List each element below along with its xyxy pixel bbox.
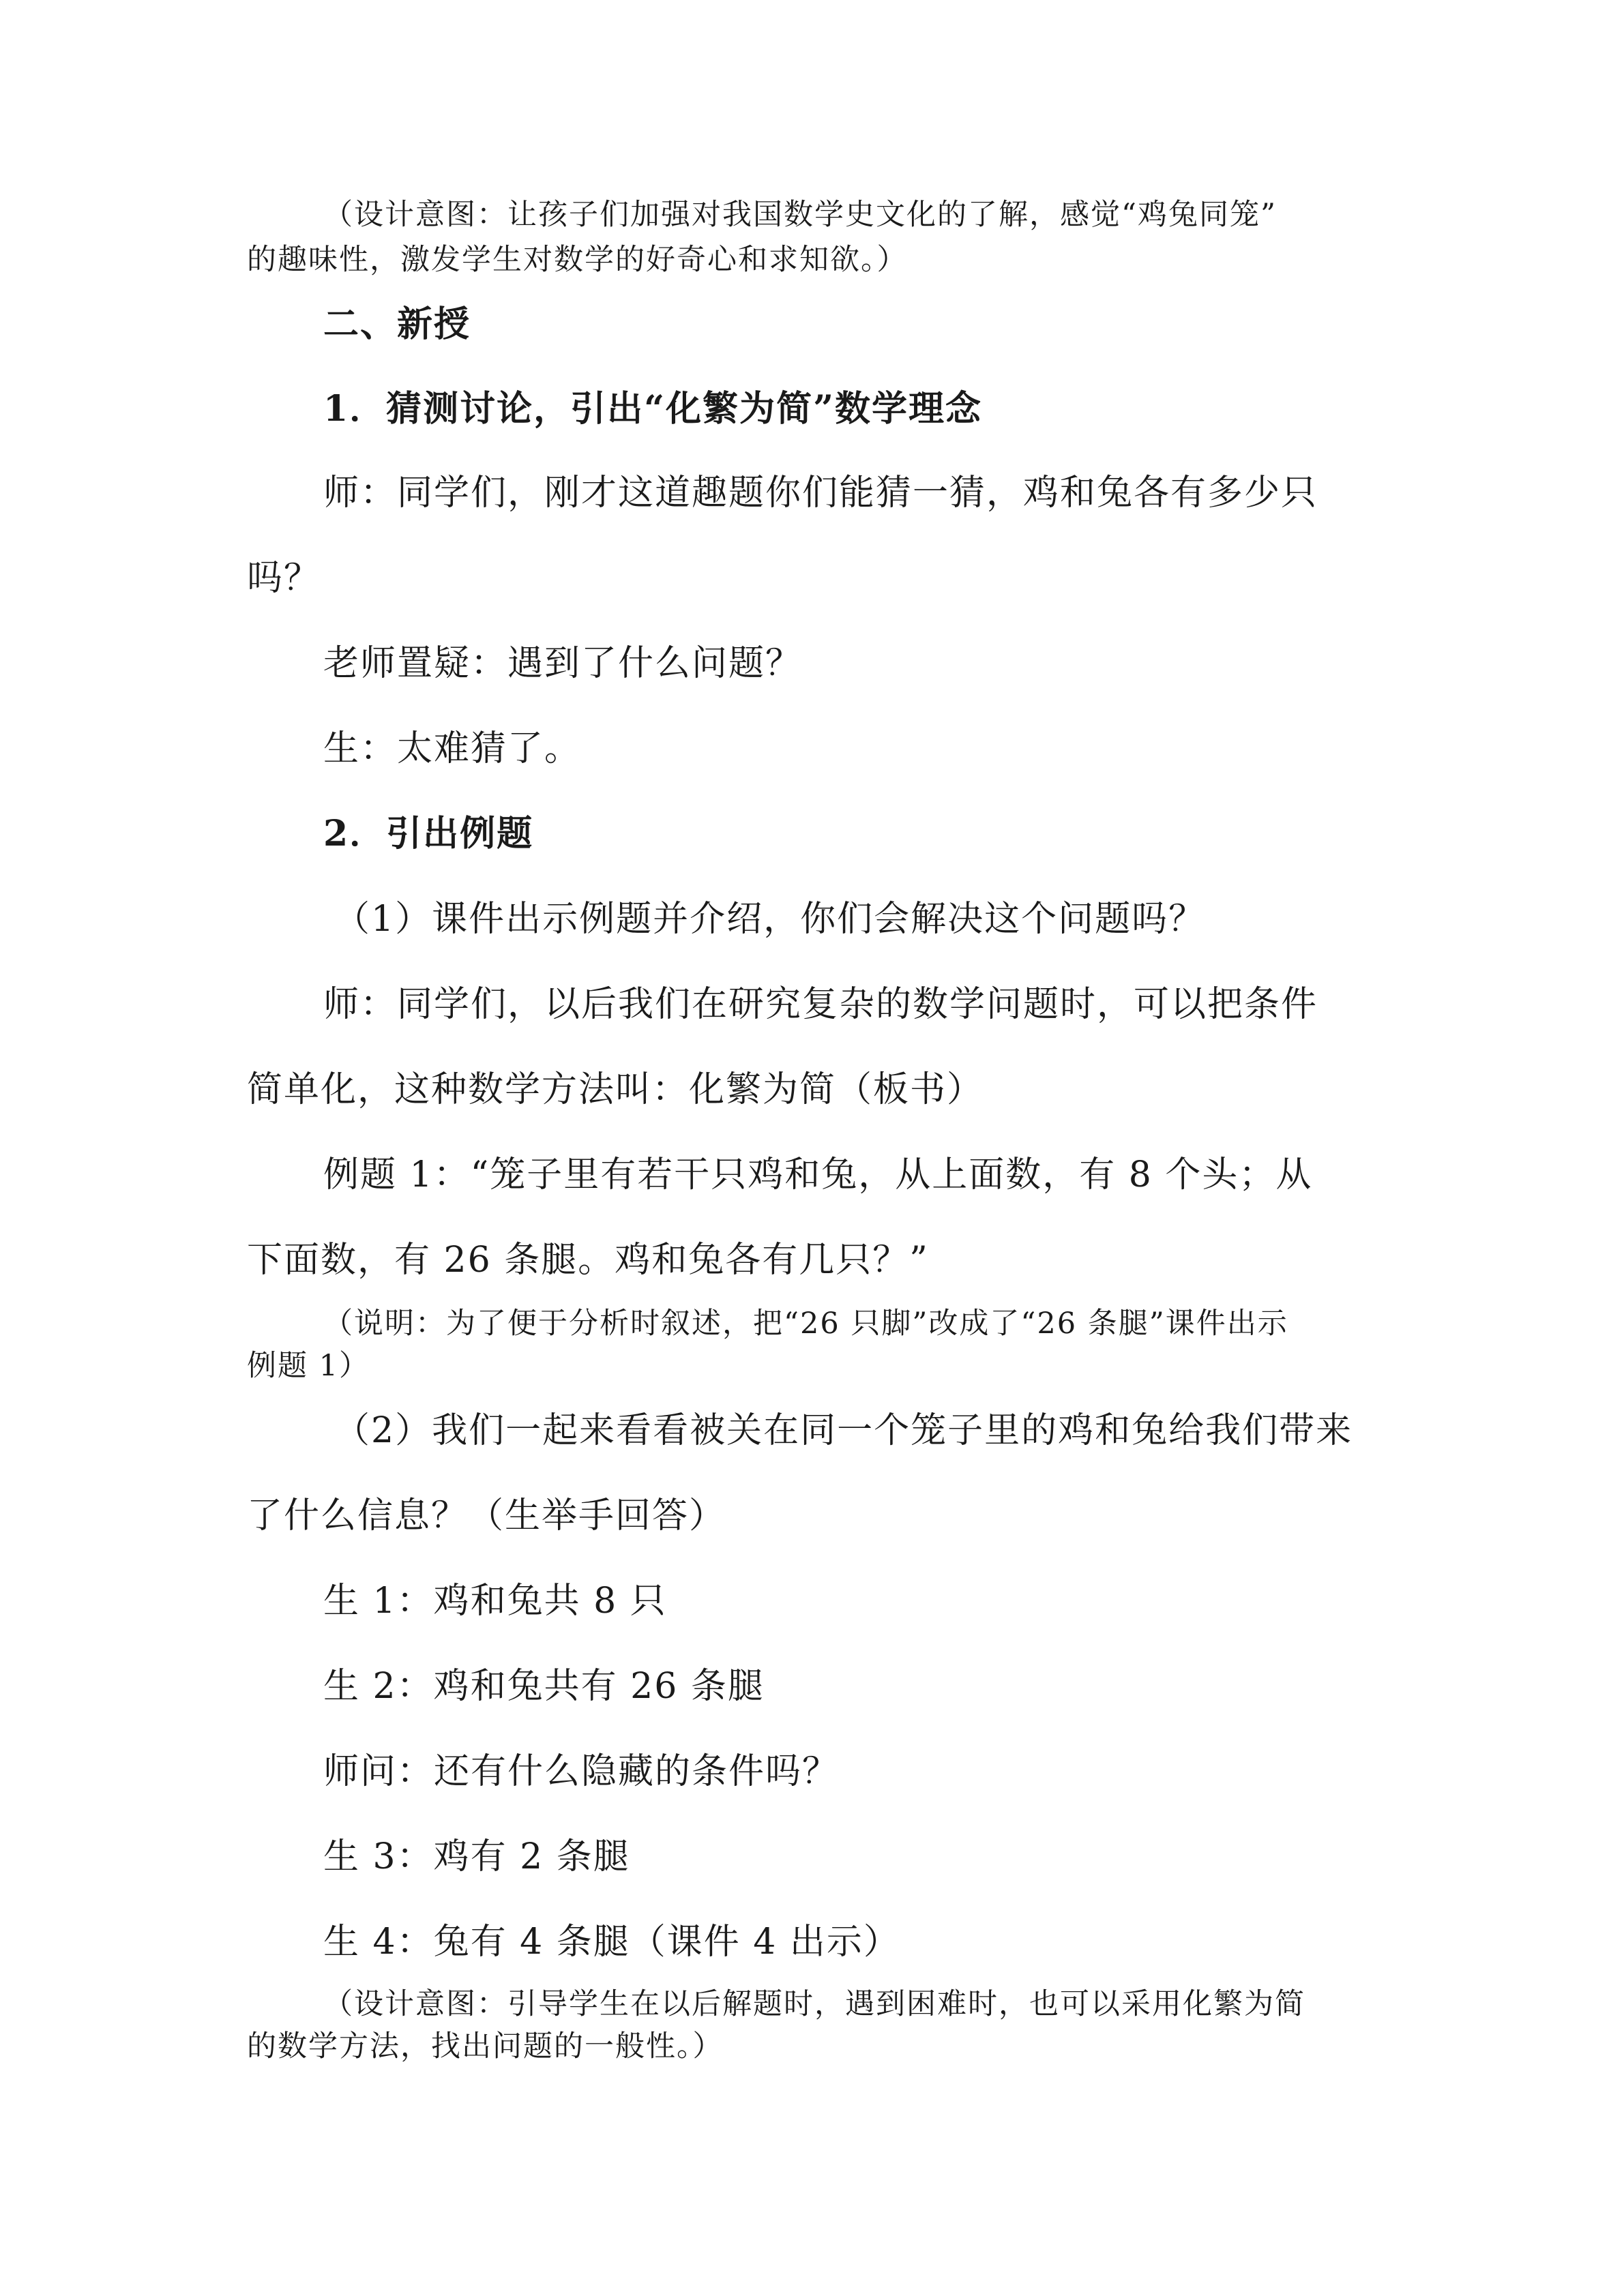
section-heading-new-lesson: 二、新授: [323, 303, 471, 345]
teacher-method-line-1: 师：同学们，以后我们在研究复杂的数学问题时，可以把条件: [323, 984, 1318, 1025]
student-3-answer: 生 3：鸡有 2 条腿: [323, 1836, 630, 1877]
teacher-question-2: 师问：还有什么隐藏的条件吗？: [323, 1751, 840, 1792]
teacher-doubt: 老师置疑：遇到了什么问题？: [323, 643, 803, 684]
design-intent-note-2-line-1: （设计意图：引导学生在以后解题时，遇到困难时，也可以采用化繁为简: [323, 1987, 1305, 2021]
student-reply: 生：太难猜了。: [323, 728, 582, 769]
step-2-line-2: 了什么信息？（生举手回答）: [247, 1495, 726, 1536]
example-1-line-1: 例题 1：“笼子里有若干只鸡和兔，从上面数，有 8 个头；从: [323, 1154, 1313, 1195]
step-1-text: （1）课件出示例题并介绍，你们会解决这个问题吗？: [334, 899, 1206, 940]
student-1-answer: 生 1：鸡和兔共 8 只: [323, 1581, 667, 1622]
teacher-question-line-1: 师：同学们，刚才这道趣题你们能猜一猜，鸡和兔各有多少只: [323, 473, 1318, 513]
design-intent-note-1-line-2: 的趣味性，激发学生对数学的好奇心和求知欲。）: [247, 243, 908, 277]
design-intent-note-1-line-1: （设计意图：让孩子们加强对我国数学史文化的了解，感觉“鸡兔同笼”: [323, 198, 1277, 232]
teacher-method-line-2: 简单化，这种数学方法叫：化繁为简（板书）: [247, 1069, 984, 1110]
student-2-answer: 生 2：鸡和兔共有 26 条腿: [323, 1666, 765, 1707]
explanation-note-line-2: 例题 1）: [247, 1349, 370, 1383]
subsection-heading-example: 2．引出例题: [323, 813, 534, 854]
teacher-question-line-2: 吗？: [247, 558, 321, 599]
explanation-note-line-1: （说明：为了便于分析时叙述，把“26 只脚”改成了“26 条腿”课件出示: [323, 1307, 1288, 1341]
step-2-line-1: （2）我们一起来看看被关在同一个笼子里的鸡和兔给我们带来: [334, 1410, 1353, 1451]
student-4-answer: 生 4：兔有 4 条腿（课件 4 出示）: [323, 1922, 900, 1963]
example-1-line-2: 下面数，有 26 条腿。鸡和兔各有几只？”: [247, 1240, 929, 1281]
subsection-heading-guess-discuss: 1．猜测讨论，引出“化繁为简”数学理念: [323, 388, 983, 430]
design-intent-note-2-line-2: 的数学方法，找出问题的一般性。）: [247, 2029, 724, 2063]
